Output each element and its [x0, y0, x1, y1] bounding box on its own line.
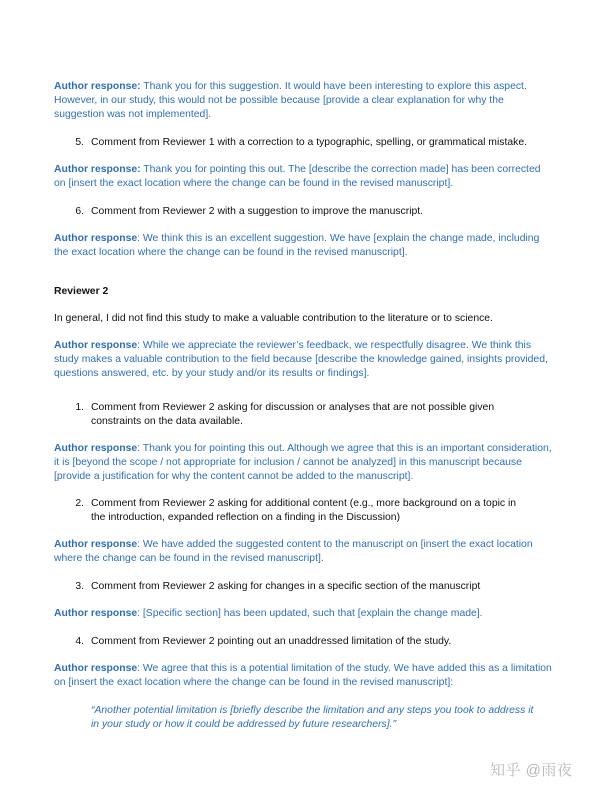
comment-text: Comment from Reviewer 2 asking for additional content (e.g., more background on a topic in the introduction, expanded reflection on a finding in the Discussion) [91, 498, 517, 523]
author-response-section-updated [54, 607, 554, 621]
author-response-label: Author response [54, 539, 138, 550]
author-response-content-added [54, 538, 554, 566]
author-response-limitation [54, 662, 554, 690]
author-response-out-of-scope [54, 442, 554, 484]
author-response-label: Author response [54, 340, 138, 351]
author-response-text: Thank you for this suggestion. It would have been interesting to explore this aspect. However, in our study, this would not be possible because [provide a clear explanation for why the suggestion was not implemented]. [54, 81, 527, 120]
author-response-improvement [54, 232, 554, 260]
comment-text: Comment from Reviewer 2 asking for changes in a specific section of the manuscript [91, 581, 481, 592]
author-response-text: : While we appreciate the reviewer’s feedback, we respectfully disagree. We think this study makes a valuable contribution to the field because [describe the knowledge gained, insights provided, questions answered, etc. by your study and/or its results or findings]. [54, 340, 548, 379]
author-response-disagree [54, 339, 554, 381]
author-response-label: Author response: [54, 164, 141, 175]
comment-text: Comment from Reviewer 1 with a correction to a typographic, spelling, or grammatical mistake. [91, 137, 527, 148]
comment-number: 5. [75, 137, 84, 148]
limitation-quote: “Another potential limitation is [briefly describe the limitation and any steps you took to address it in your study or how it could be addressed by future researchers]." [91, 705, 534, 730]
comment-number: 6. [75, 206, 84, 217]
author-response-text: : We have added the suggested content to the manuscript on [insert the exact location where the change can be found in the revised manuscript]. [54, 539, 533, 564]
author-response-text: : We think this is an excellent suggestion. We have [explain the change made, including the exact location where the change can be found in the revised manuscript]. [54, 233, 540, 258]
author-response-label: Author response [54, 233, 138, 244]
author-response-label: Author response [54, 443, 138, 454]
author-response-label: Author response [54, 663, 138, 674]
comment-number: 2. [75, 498, 84, 509]
author-response-suggestion-declined [54, 80, 554, 122]
comment-number: 1. [75, 402, 84, 413]
author-response-text: : Thank you for pointing this out. Although we agree that this is an important consideration, it is [beyond the scope / not appropriate for inclusion / cannot be analyzed] in this manuscript because [provide a justification for why the content cannot be added to the manuscript]. [54, 443, 552, 482]
author-response-label: Author response [54, 608, 138, 619]
comment-text: Comment from Reviewer 2 with a suggestion to improve the manuscript. [91, 206, 424, 217]
comment-text: Comment from Reviewer 2 pointing out an unaddressed limitation of the study. [91, 636, 452, 647]
reviewer-2-heading: Reviewer 2 [54, 286, 109, 297]
watermark: 知乎 @雨夜 [490, 762, 573, 779]
comment-number: 4. [75, 636, 84, 647]
author-response-correction [54, 163, 554, 191]
author-response-text: : [Specific section] has been updated, such that [explain the change made]. [137, 608, 483, 619]
author-response-text: Thank you for pointing this out. The [describe the correction made] has been corrected on [insert the exact location where the change can be found in the revised manuscript]. [54, 164, 541, 189]
author-response-text: : We agree that this is a potential limitation of the study. We have added this as a limitation on [insert the exact location where the change can be found in the revised manuscript]: [54, 663, 552, 688]
comment-number: 3. [75, 581, 84, 592]
author-response-label: Author response: [54, 81, 141, 92]
comment-text: Comment from Reviewer 2 asking for discussion or analyses that are not possible given constraints on the data available. [91, 402, 495, 427]
general-comment: In general, I did not find this study to make a valuable contribution to the literature or to science. [54, 313, 493, 324]
